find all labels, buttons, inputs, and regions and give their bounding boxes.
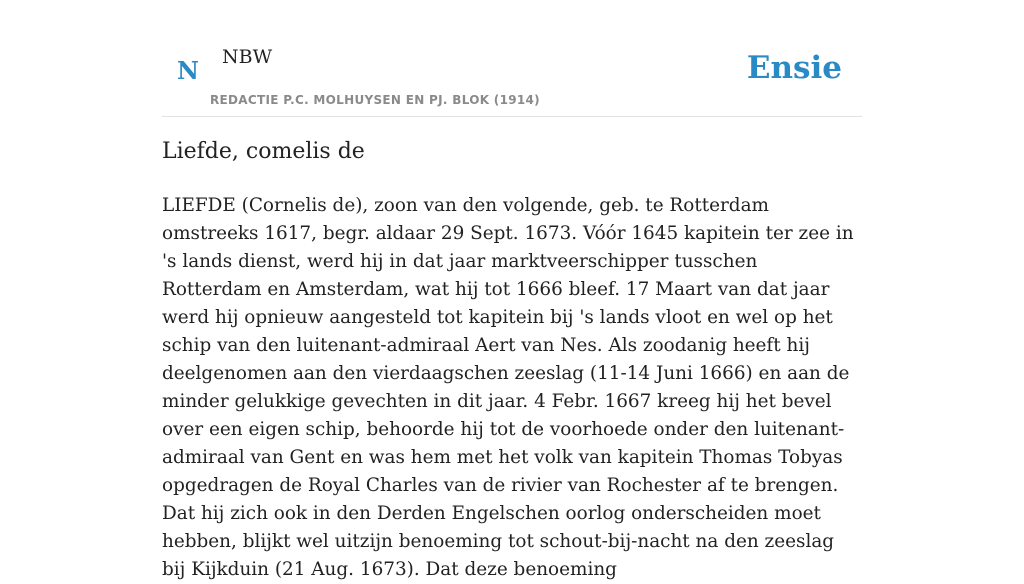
source-name[interactable]: NBW — [222, 46, 273, 68]
article-body: LIEFDE (Cornelis de), zoon van den volgende, geb. te Rotterdam omstreeks 1617, begr. aldaar 29 Sept. 1673. Vóór 1645 kapitein ter zee in 's lands dienst, werd hij in dat jaar marktveerschipper tusschen Rotterdam en Amsterdam, wat hij tot 1666 bleef. 17 Maart van dat jaar werd hij opnieuw aangesteld tot kapitein bij 's lands vloot en wel op het schip van den luitenant-admiraal Aert van Nes. Als zoodanig heeft hij deelgenomen aan den vierdaagschen zeeslag (11-14 Juni 1666) en aan de minder gelukkige gevechten in dit jaar. 4 Febr. 1667 kreeg hij het bevel over een eigen schip, behoorde hij tot de voorhoede onder den luitenant-admiraal van Gent en was hem met het volk van kapitein Thomas Tobyas opgedragen de Royal Charles van de rivier van Rochester af te brengen. Dat hij zich ook in den Derden Engelschen oorlog onderscheiden moet hebben, blijkt wel uitzijn benoeming tot schout-bij-nacht na den zeeslag bij Kijkduin (21 Aug. 1673). Dat deze benoeming — [162, 195, 854, 580]
source-logo[interactable]: N — [177, 56, 199, 85]
article-title: Liefde, comelis de — [162, 139, 365, 164]
brand-logo[interactable]: Ensie — [746, 50, 842, 86]
source-subtitle: REDACTIE P.C. MOLHUYSEN EN PJ. BLOK (1914) — [210, 93, 540, 107]
page-header — [162, 40, 862, 117]
